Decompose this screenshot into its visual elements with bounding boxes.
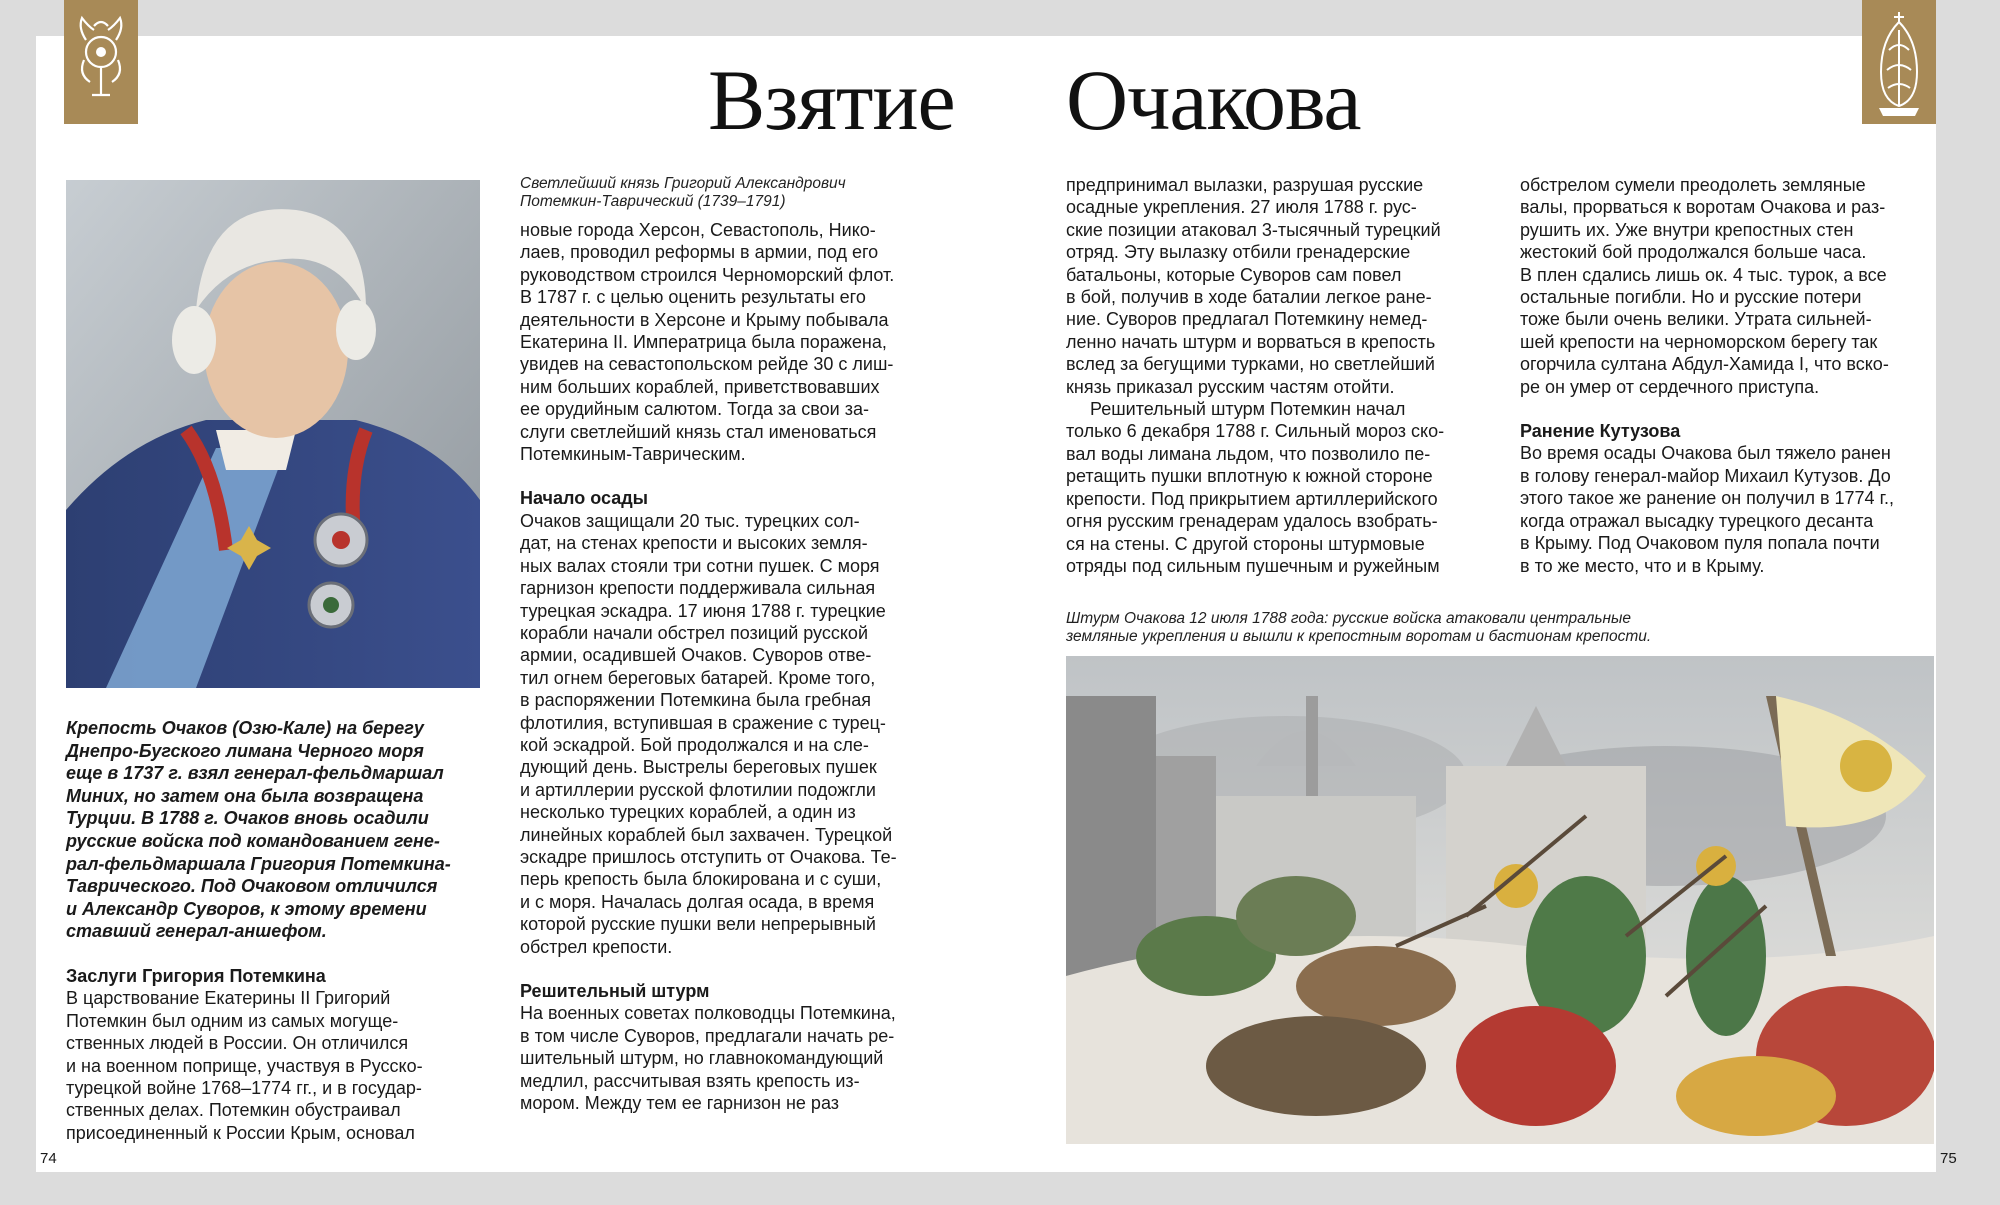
text-line: Во время осады Очакова был тяжело ранен xyxy=(1520,443,1891,464)
text-line: ных валах стояли три сотни пушек. С моря xyxy=(520,555,880,576)
intro-line: еще в 1737 г. взял генерал-фельдмаршал xyxy=(66,763,444,784)
text-line: Екатерина II. Императрица была поражена, xyxy=(520,332,887,353)
text-line: когда отражал высадку турецкого десанта xyxy=(1520,510,1874,531)
text-line: рушить их. Уже внутри крепостных стен xyxy=(1520,219,1854,240)
portrait-caption xyxy=(520,175,950,211)
text-line: шительный штурм, но главнокомандующий xyxy=(520,1048,884,1069)
intro-line: Таврического. Под Очаковом отличился xyxy=(66,876,438,897)
text-line: только 6 декабря 1788 г. Сильный мороз ско- xyxy=(1066,421,1445,442)
text-line: ся на стены. С другой стороны штурмовые xyxy=(1066,533,1425,554)
battle-image xyxy=(1066,656,1934,1144)
text-line: ние. Суворов предлагал Потемкину немед- xyxy=(1066,309,1428,330)
intro-line: Турции. В 1788 г. Очаков вновь осадили xyxy=(66,808,429,829)
text-line: в Крыму. Под Очаковом пуля попала почти xyxy=(1520,533,1880,554)
intro-line: Днепро-Бугского лимана Черного моря xyxy=(66,740,424,761)
text-line: флотилия, вступившая в сражение с турец- xyxy=(520,712,886,733)
section-heading-siege: Начало осады xyxy=(520,488,649,509)
text-line: которой русские пушки вели непрерывный xyxy=(520,914,876,935)
text-line: ретащить пушки вплотную к южной стороне xyxy=(1066,466,1433,487)
text-line: Очаков защищали 20 тыс. турецких сол- xyxy=(520,510,860,531)
battle-caption xyxy=(1066,610,1946,646)
text-line: Потемкин был одним из самых могуще- xyxy=(66,1010,399,1031)
text-line: и артиллерии русской флотилии подожгли xyxy=(520,779,876,800)
text-line: ленно начать штурм и ворваться в крепость xyxy=(1066,331,1436,352)
caption-line: Штурм Очакова 12 июля 1788 года: русские войска атаковали центральные xyxy=(1066,610,1632,627)
text-line: батальоны, которые Суворов сам повел xyxy=(1066,264,1402,285)
caption-line: Потемкин-Таврический (1739–1791) xyxy=(520,193,786,210)
text-line: обстрел крепости. xyxy=(520,936,673,957)
text-line: вслед за бегущими турками, но светлейший xyxy=(1066,354,1435,375)
text-line: армии, осадившей Очаков. Суворов отве- xyxy=(520,645,872,666)
page-number-left: 74 xyxy=(40,1150,57,1167)
text-line: линейных кораблей был захвачен. Турецкой xyxy=(520,824,893,845)
text-line: и на военном поприще, участвуя в Русско- xyxy=(66,1055,423,1076)
text-line: В царствование Екатерины II Григорий xyxy=(66,988,391,1009)
text-line: ственных делах. Потемкин обустраивал xyxy=(66,1100,401,1121)
text-line: В плен сдались лишь ок. 4 тыс. турок, а все xyxy=(1520,264,1887,285)
text-line: кой эскадрой. Бой продолжался и на сле- xyxy=(520,734,869,755)
section-heading-merits: Заслуги Григория Потемкина xyxy=(66,965,326,986)
title-word-1: Взятие xyxy=(708,52,955,148)
text-line: медлил, рассчитывая взять крепость из- xyxy=(520,1070,860,1091)
text-line: лаев, проводил реформы в армии, под его xyxy=(520,242,879,263)
text-line: осадные укрепления. 27 июля 1788 г. рус- xyxy=(1066,197,1417,218)
text-line: ее орудийным салютом. Тогда за свои за- xyxy=(520,399,869,420)
column-4 xyxy=(1520,174,1940,577)
text-line: новые города Херсон, Севастополь, Нико- xyxy=(520,220,876,240)
page-title xyxy=(0,50,2000,150)
intro-line: русские войска под командованием гене- xyxy=(66,830,440,851)
text-line: руководством строился Черноморский флот. xyxy=(520,264,895,285)
caption-line: земляные укрепления и вышли к крепостным воротам и бастионам крепости. xyxy=(1066,628,1652,645)
text-line: огорчила султана Абдул-Хамида I, что вско- xyxy=(1520,354,1889,375)
text-line: несколько турецких кораблей, а один из xyxy=(520,802,856,823)
column-2 xyxy=(520,175,950,1114)
text-line: отряды под сильным пушечным и ружейным xyxy=(1066,555,1440,576)
text-line: князь приказал русским частям отойти. xyxy=(1066,376,1395,397)
caption-line: Светлейший князь Григорий Александрович xyxy=(520,175,846,192)
text-line: турецкая эскадра. 17 июня 1788 г. турецкие xyxy=(520,600,886,621)
text-line: ственных людей в России. Он отличился xyxy=(66,1033,409,1054)
text-line: ские позиции атаковал 3-тысячный турецкий xyxy=(1066,219,1441,240)
text-line: этого такое же ранение он получил в 1774 г., xyxy=(1520,488,1894,509)
section-heading-assault: Решительный штурм xyxy=(520,981,710,1001)
text-line: дат, на стенах крепости и высоких земля- xyxy=(520,533,868,554)
text-line: ним больших кораблей, приветствовавших xyxy=(520,376,880,397)
text-line: Решительный штурм Потемкин начал xyxy=(1090,399,1406,420)
text-line: тоже были очень велики. Утрата сильней- xyxy=(1520,309,1872,330)
text-line: Потемкиным-Таврическим. xyxy=(520,444,746,465)
text-line: тил огнем береговых батарей. Кроме того, xyxy=(520,667,876,688)
text-line: и с моря. Началась долгая осада, в время xyxy=(520,891,875,912)
text-line: гарнизон крепости поддерживала сильная xyxy=(520,578,876,599)
text-line: в то же место, что и в Крыму. xyxy=(1520,555,1765,576)
text-line: присоединенный к России Крым, основал xyxy=(66,1122,415,1143)
text-line: валы, прорваться к воротам Очакова и раз- xyxy=(1520,197,1886,218)
text-line: На военных советах полководцы Потемкина, xyxy=(520,1003,896,1024)
text-line: в том числе Суворов, предлагали начать ре- xyxy=(520,1025,895,1046)
text-line: шей крепости на черноморском берегу так xyxy=(1520,331,1878,352)
text-line: крепости. Под прикрытием артиллерийского xyxy=(1066,488,1438,509)
column-3 xyxy=(1066,174,1506,577)
text-line: перь крепость была блокирована и с суши, xyxy=(520,869,882,890)
text-line: жестокий бой продолжался больше часа. xyxy=(1520,242,1867,263)
text-line: в голову генерал-майор Михаил Кутузов. До xyxy=(1520,465,1891,486)
text-line: отряд. Эту вылазку отбили гренадерские xyxy=(1066,242,1411,263)
intro-line: ставший генерал-аншефом. xyxy=(66,921,327,942)
intro-line: Крепость Очаков (Озю-Кале) на берегу xyxy=(66,718,424,738)
intro-line: Миних, но затем она была возвращена xyxy=(66,785,424,806)
text-line: остальные погибли. Но и русские потери xyxy=(1520,287,1862,308)
text-line: деятельности в Херсоне и Крыму побывала xyxy=(520,309,889,330)
text-line: корабли начали обстрел позиций русской xyxy=(520,622,868,643)
intro-paragraph xyxy=(66,717,486,943)
text-line: слуги светлейший князь стал именоваться xyxy=(520,421,877,442)
text-line: увидев на севастопольском рейде 30 с лиш- xyxy=(520,354,894,375)
text-line: мором. Между тем ее гарнизон не раз xyxy=(520,1093,839,1114)
text-line: предпринимал вылазки, разрушая русские xyxy=(1066,175,1424,195)
section-heading-kutuzov: Ранение Кутузова xyxy=(1520,421,1681,442)
text-line: обстрелом сумели преодолеть земляные xyxy=(1520,175,1866,195)
text-line: вал воды лимана льдом, что позволило пе- xyxy=(1066,443,1431,464)
text-line: ре он умер от сердечного приступа. xyxy=(1520,376,1820,397)
text-line: в распоряжении Потемкина была гребная xyxy=(520,690,872,711)
text-line: в бой, получив в ходе баталии легкое ране- xyxy=(1066,287,1432,308)
text-line: В 1787 г. с целью оценить результаты его xyxy=(520,287,866,308)
intro-line: рал-фельдмаршала Григория Потемкина- xyxy=(66,853,451,874)
portrait-image xyxy=(66,180,480,688)
text-line: огня русским гренадерам удалось взобрать- xyxy=(1066,511,1438,532)
column-1 xyxy=(66,717,486,1144)
intro-line: и Александр Суворов, к этому времени xyxy=(66,898,427,919)
title-word-2: Очакова xyxy=(1066,52,1361,148)
page-number-right: 75 xyxy=(1940,1150,1957,1167)
text-line: эскадре пришлось отступить от Очакова. Те- xyxy=(520,846,897,867)
text-line: дующий день. Выстрелы береговых пушек xyxy=(520,757,877,778)
text-line: турецкой войне 1768–1774 гг., и в государ- xyxy=(66,1077,422,1098)
